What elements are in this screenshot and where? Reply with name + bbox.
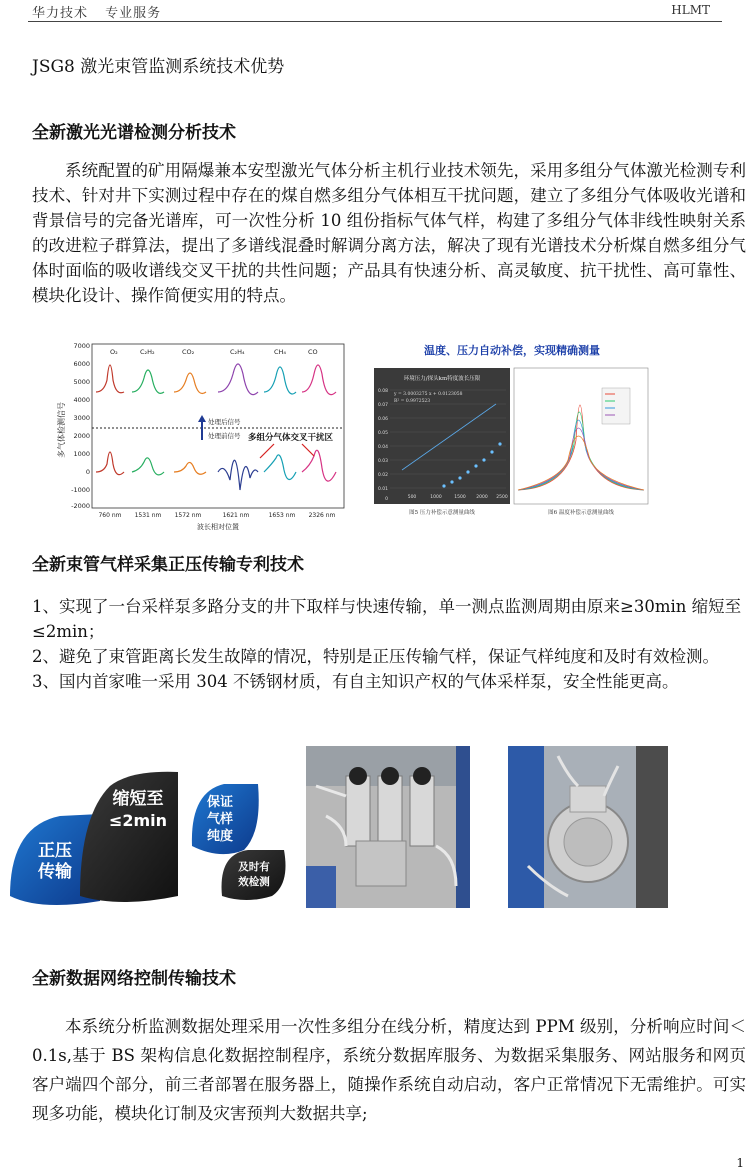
pressure-ytick: 0.08 — [377, 389, 388, 394]
temperature-legend — [602, 388, 630, 424]
section1-heading: 全新激光光谱检测分析技术 — [32, 123, 236, 143]
gas-label: O₂ — [110, 348, 118, 356]
spectra-xtick: 1531 nm — [134, 512, 162, 519]
pressure-ytick: 0.02 — [377, 473, 388, 478]
spectra-ylabel: 多气体检测信号 — [57, 402, 66, 458]
pressure-chart-title: 环境压力/探头km特度波长压限 — [403, 376, 481, 382]
spectra-xtick: 1653 nm — [268, 512, 296, 519]
pressure-xtick: 500 — [407, 495, 417, 500]
features-badges-graphic — [0, 746, 296, 916]
spectra-ytick: 7000 — [73, 342, 90, 350]
spectra-xtick: 1572 nm — [174, 512, 202, 519]
pressure-ytick: 0.03 — [377, 459, 388, 464]
label-after: 处理后信号 — [208, 418, 241, 426]
pressure-ytick: 0 — [385, 497, 388, 502]
spectra-ytick: 3000 — [73, 414, 90, 422]
spectra-ytick: 4000 — [73, 396, 90, 404]
badge-shorten-line1: 缩短至 — [112, 789, 164, 809]
badge-positive-line1: 正压 — [38, 841, 72, 861]
compensation-title: 温度、压力自动补偿，实现精确测量 — [424, 344, 600, 357]
page-header — [0, 0, 750, 22]
pump-manifold-photo — [306, 746, 470, 908]
badge-timely-line2: 效检测 — [238, 876, 270, 888]
fit-r-squared: R² = 0.9972523 — [394, 399, 431, 404]
spectra-xtick: 2326 nm — [308, 512, 336, 519]
section1-body: 系统配置的矿用隔爆兼本安型激光气体分析主机行业技术领先，采用多组分气体激光检测专利技术、针对井下实测过程中存在的煤自燃多组分气体相互干扰问题，建立了多组分气体吸收光谱和背景信号的完备光谱库，可一次性分析 10 组份指标气体气样，构建了多组分气体非线性映射关系的改进粒子群算法，提出了多谱线混叠时解调分离方法，解决了现有光谱技术分析煤自燃多组分气体时面临的吸收谱线交叉干扰的共性问题；产品具有快速分析、高灵敏度、抗干扰性、高可靠性、 模块化设计、操作简便实用的特点。 — [32, 161, 746, 305]
list-item: 1、实现了一台采样泵多路分支的井下取样与快速传输，单一测点监测周期由原来≥30min 缩短至≤2min； — [32, 597, 742, 641]
spectra-ytick: -2000 — [71, 502, 90, 510]
pressure-caption: 图5 压力补偿示意测量曲线 — [409, 510, 475, 516]
spectra-ytick: 5000 — [73, 378, 90, 386]
spectra-ytick: -1000 — [71, 486, 90, 494]
spectra-ytick: 6000 — [73, 360, 90, 368]
compensation-figure — [372, 340, 652, 518]
header-rule — [28, 21, 722, 22]
fit-equation: y = 3.0003275 x + 0.0123058 — [394, 392, 463, 397]
pressure-ytick: 0.01 — [377, 487, 388, 492]
badge-positive-line2: 传输 — [38, 862, 72, 882]
badge-timely — [222, 850, 286, 900]
pressure-chart-panel — [374, 368, 510, 504]
spectra-xlabel: 波长相对位置 — [197, 523, 239, 531]
interference-label: 多组分气体交叉干扰区 — [248, 433, 334, 443]
pressure-ytick: 0.06 — [377, 417, 388, 422]
badge-purity-line2: 气样 — [206, 812, 234, 827]
pump-body-photo — [508, 746, 668, 908]
list-item: 2、避免了束管距离长发生故障的情况，特别是正压传输气样，保证气样纯度和及时有效检测。 — [32, 647, 719, 666]
pressure-ytick: 0.07 — [377, 403, 388, 408]
temperature-caption: 图6 温度补偿示意测量曲线 — [548, 510, 614, 516]
list-item: 3、国内首家唯一采用 304 不锈钢材质，有自主知识产权的气体采样泵，安全性能更高。 — [32, 672, 679, 691]
section3-body: 本系统分析监测数据处理采用一次性多组分在线分析，精度达到 PPM 级别，分析响应时间＜0.1s,基于 BS 架构信息化数据控制程序，系统分数据库服务、为数据采集服务、网站服务和网页客户端四个部分，前三者部署在服务器上，随操作系统自动启动，客户正常情况下无需维护。可实现多功能，模块化订制及灾害预判大数据共享; — [32, 1017, 746, 1123]
pressure-ytick: 0.04 — [377, 445, 388, 450]
spectra-figure — [52, 340, 352, 532]
spectra-xtick: 1621 nm — [222, 512, 250, 519]
badge-timely-line1: 及时有 — [238, 861, 270, 873]
gas-label: CH₄ — [274, 348, 287, 356]
spectra-ytick: 2000 — [73, 432, 90, 440]
badge-shorten-line2: ≤2min — [108, 811, 168, 830]
section2-heading: 全新束管气样采集正压传输专利技术 — [32, 555, 304, 575]
pressure-xtick: 1000 — [430, 495, 442, 500]
header-left-text: 华力技术 专业服务 — [32, 6, 162, 21]
pressure-xtick: 1500 — [454, 495, 466, 500]
section3-heading: 全新数据网络控制传输技术 — [32, 969, 236, 989]
label-before: 处理前信号 — [208, 432, 241, 440]
pressure-xtick: 2500 — [496, 495, 508, 500]
header-right-text: HLMT — [671, 3, 710, 17]
gas-label: C₂H₂ — [140, 348, 155, 356]
spectra-xtick: 760 nm — [98, 512, 122, 519]
page-number: 1 — [736, 1156, 744, 1170]
pressure-ytick: 0.05 — [377, 431, 388, 436]
spectra-ytick: 0 — [85, 468, 90, 476]
section2-list — [32, 594, 746, 694]
gas-label: CO₂ — [182, 348, 195, 356]
badge-purity-line1: 保证 — [206, 795, 234, 810]
badge-purity-line3: 纯度 — [206, 829, 234, 844]
spectra-ytick: 1000 — [73, 450, 90, 458]
gas-label: CO — [308, 348, 318, 356]
pressure-xtick: 2000 — [476, 495, 488, 500]
document-title: JSG8 激光束管监测系统技术优势 — [32, 57, 285, 77]
gas-label: C₂H₄ — [230, 348, 245, 356]
